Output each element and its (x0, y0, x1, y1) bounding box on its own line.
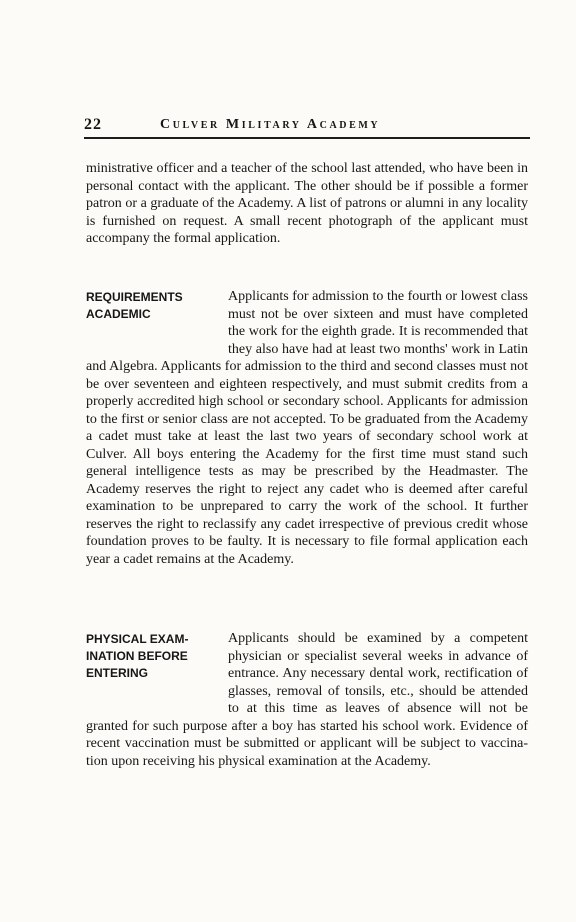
side-heading-line: ENTERING (86, 666, 149, 680)
header-rule (84, 137, 530, 139)
page-header (84, 116, 530, 136)
section-body: Applicants should be examined by a competent physician or specialist several weeks in advance of entrance. Any necessary dental work, rectification of glasses, removal of tonsils, etc., should be attended to at this time as leaves of absence will not be granted for such purpose after a boy has started his school work. Evidence of recent vaccination must be submitted or applicant will be subject to vaccination upon receiving his physical examination at the Academy. (86, 631, 528, 769)
side-heading-line: REQUIREMENTS (86, 290, 183, 304)
side-heading (86, 288, 222, 341)
running-head: Culver Military Academy (160, 117, 381, 132)
page-number: 22 (84, 116, 102, 133)
section-physical-examination (86, 630, 528, 770)
section-body: Applicants for admission to the fourth or lowest class must not be over sixteen and must have completed the work for the eighth grade. It is recommended that they also have had at least two months' work in Latin and Algebra. Applicants for admission to the third and second classes must not be over seventeen and eighteen respectively, and must submit credits from a properly accredited high school or secondary school. Applicants for admission to the first or senior class are not accepted. To be graduated from the Academy a cadet must take at least the last two years of secondary school work at Culver. All boys entering the Academy for the first time must stand such general intelligence tests as may be prescribed by the Headmaster. The Academy reserves the right to reject any cadet who is deemed after careful examination to be unprepared to carry the work of the school. It further reserves the right to reclassify any cadet irrespective of previous credit whose foundation proves to be faulty. It is necessary to file formal application each year a cadet remains at the Academy. (86, 289, 528, 567)
side-heading (86, 630, 222, 711)
section-academic-requirements (86, 288, 528, 568)
side-heading-line: INATION BEFORE (86, 649, 188, 663)
side-heading-line: PHYSICAL EXAM- (86, 632, 189, 646)
lead-paragraph: ministrative officer and a teacher of the school last attended, who have been in personal contact with the applicant. The other should be if possible a former patron or a graduate of the Academy. A list of patrons or alumni in any locality is furnished on request. A small recent photograph of the applicant must accompany the formal application. (86, 161, 528, 246)
side-heading-line: ACADEMIC (86, 307, 151, 321)
